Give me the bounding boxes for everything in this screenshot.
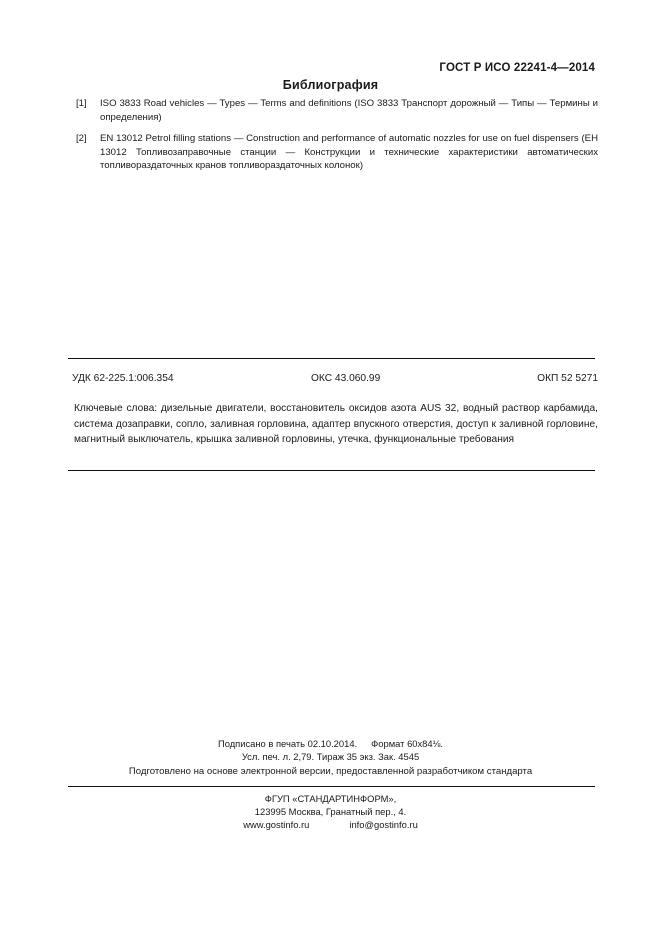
keywords-paragraph: Ключевые слова: дизельные двигатели, восстановитель оксидов азота AUS 32, водный раствор карбамида, система дозаправки, сопло, заливная горловина, адаптер впускного отверстия, доступ к заливной горловине, магнитный выключатель, крышка заливной горловины, утечка, функциональные требования (74, 403, 598, 445)
print-info-block (0, 738, 661, 763)
page-header (68, 62, 595, 78)
publisher-email-link[interactable]: info@gostinfo.ru (349, 818, 418, 830)
bibliography-item-number: [2] (76, 133, 87, 144)
publisher-contacts (0, 819, 661, 832)
divider-above-publisher (68, 786, 595, 787)
print-sheets-run: Усл. печ. л. 2,79. Тираж 35 экз. Зак. 4545 (241, 750, 420, 762)
print-format: Формат 60х84⅛. (371, 738, 444, 749)
section-title: Библиография (282, 78, 379, 92)
publisher-website-link[interactable]: www.gostinfo.ru (243, 818, 310, 830)
bibliography-list (76, 97, 598, 181)
oks-code: ОКС 43.060.99 (311, 373, 381, 384)
divider-below-keywords (68, 470, 595, 471)
publisher-name: ФГУП «СТАНДАРТИНФОРМ», (264, 793, 397, 804)
bibliography-item-text: ISO 3833 Road vehicles — Types — Terms and definitions (ISO 3833 Транспорт дорожный — Типы — Термины и определения) (100, 98, 598, 123)
okp-code: ОКП 52 5271 (537, 373, 598, 384)
classification-codes (72, 373, 598, 387)
prepared-note: Подготовлено на основе электронной версии, предоставленной разработчиком стандарта (128, 766, 533, 777)
publisher-block (0, 793, 661, 831)
signed-to-print: Подписано в печать 02.10.2014. (217, 738, 358, 749)
divider-above-codes (68, 358, 595, 359)
udk-code: УДК 62-225.1:006.354 (72, 373, 174, 384)
publisher-address: 123995 Москва, Гранатный пер., 4. (254, 805, 407, 817)
bibliography-item (76, 132, 598, 173)
bibliography-item-text: EN 13012 Petrol filling stations — Construction and performance of automatic nozzles for use on fuel dispensers (ЕН 13012 Топливозаправочные станции — Конструкции и технические характеристики автоматических топливораздаточных кранов топливораздаточных колонок) (100, 133, 598, 171)
bibliography-item (76, 97, 598, 124)
standard-code: ГОСТ Р ИСО 22241-4—2014 (439, 62, 595, 74)
bibliography-item-number: [1] (76, 98, 87, 109)
